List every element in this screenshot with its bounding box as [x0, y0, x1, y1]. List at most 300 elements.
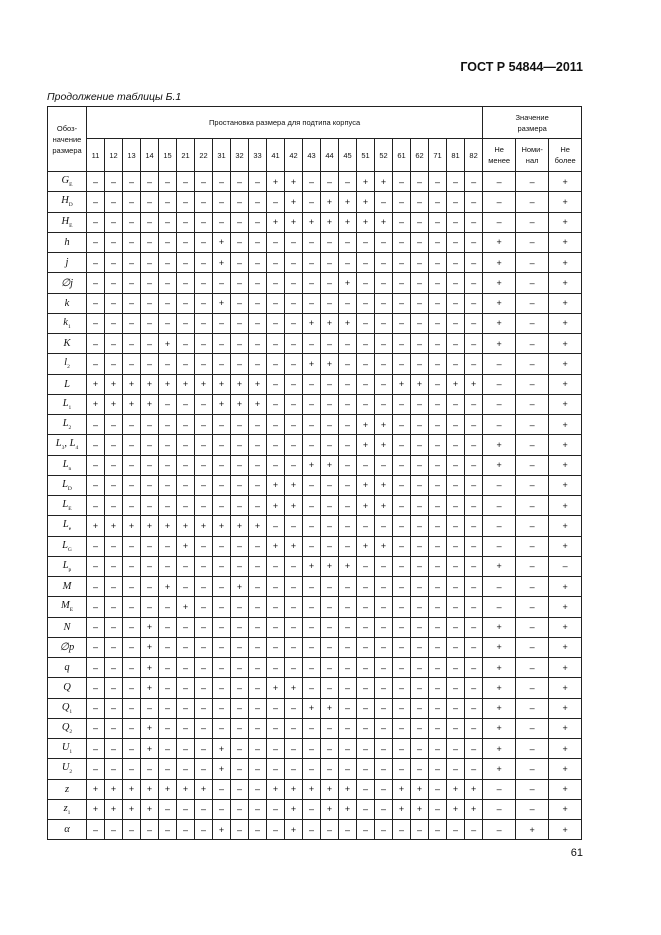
table-cell: + [483, 739, 516, 759]
table-cell: – [447, 678, 465, 698]
table-row [48, 313, 582, 333]
table-cell: – [123, 658, 141, 678]
table-cell: – [141, 556, 159, 576]
table-cell: – [375, 739, 393, 759]
table-cell: – [393, 617, 411, 637]
dimension-symbol: $Q_1$ [48, 698, 87, 718]
table-cell: – [339, 658, 357, 678]
table-cell: – [249, 334, 267, 354]
table-cell: + [357, 475, 375, 495]
table-cell: – [141, 759, 159, 779]
table-cell: – [249, 273, 267, 293]
table-row [48, 475, 582, 495]
table-cell: – [177, 192, 195, 212]
table-cell: + [483, 455, 516, 475]
table-cell: – [177, 334, 195, 354]
table-cell: – [249, 232, 267, 252]
table-cell: – [357, 374, 375, 394]
table-cell: – [177, 313, 195, 333]
table-cell: – [303, 678, 321, 698]
table-cell: – [375, 577, 393, 597]
table-cell: – [375, 253, 393, 273]
table-cell: – [177, 273, 195, 293]
table-row [48, 779, 582, 799]
table-cell: – [303, 253, 321, 273]
table-cell: – [159, 313, 177, 333]
table-cell: + [321, 556, 339, 576]
table-cell: – [483, 577, 516, 597]
table-cell: – [105, 232, 123, 252]
value-subheader: Номи- нал [516, 139, 549, 172]
table-cell: – [267, 718, 285, 738]
table-cell: – [231, 698, 249, 718]
table-cell: – [447, 354, 465, 374]
subtype-header: 14 [141, 139, 159, 172]
table-cell: – [105, 739, 123, 759]
table-cell: – [249, 415, 267, 435]
table-cell: – [267, 516, 285, 536]
table-cell: – [249, 354, 267, 374]
table-cell: – [447, 253, 465, 273]
table-cell: – [303, 475, 321, 495]
table-cell: – [393, 435, 411, 455]
table-cell: – [447, 597, 465, 617]
table-caption: Продолжение таблицы Б.1 [47, 91, 182, 103]
table-cell: + [483, 678, 516, 698]
table-cell: – [339, 334, 357, 354]
table-cell: – [87, 212, 105, 232]
table-cell: – [105, 273, 123, 293]
table-cell: – [159, 637, 177, 657]
table-cell: – [105, 597, 123, 617]
table-cell: – [411, 212, 429, 232]
table-cell: + [285, 496, 303, 516]
table-cell: – [411, 293, 429, 313]
table-cell: – [285, 718, 303, 738]
table-cell: – [195, 415, 213, 435]
table-cell: – [231, 637, 249, 657]
table-cell: – [465, 658, 483, 678]
table-cell: + [549, 354, 582, 374]
dimension-symbol: $H_E$ [48, 212, 87, 232]
table-cell: – [411, 354, 429, 374]
table-cell: – [195, 658, 213, 678]
table-cell: – [429, 799, 447, 819]
table-cell: + [249, 374, 267, 394]
table-cell: – [195, 577, 213, 597]
table-cell: – [249, 779, 267, 799]
table-cell: – [285, 435, 303, 455]
table-cell: – [339, 637, 357, 657]
table-cell: – [339, 455, 357, 475]
table-cell: – [411, 739, 429, 759]
table-cell: – [123, 597, 141, 617]
table-cell: – [105, 617, 123, 637]
table-cell: – [285, 455, 303, 475]
table-cell: + [549, 192, 582, 212]
table-cell: – [375, 334, 393, 354]
table-subheader-row [48, 139, 582, 172]
table-cell: – [393, 556, 411, 576]
table-cell: – [303, 536, 321, 556]
table-cell: – [267, 273, 285, 293]
table-cell: – [357, 577, 375, 597]
table-cell: – [447, 556, 465, 576]
table-cell: + [267, 779, 285, 799]
table-cell: – [267, 759, 285, 779]
dimension-symbol: $L_e$ [48, 516, 87, 536]
table-cell: – [393, 415, 411, 435]
table-row [48, 415, 582, 435]
table-cell: + [393, 779, 411, 799]
table-cell: – [267, 415, 285, 435]
table-cell: – [339, 759, 357, 779]
table-cell: – [429, 475, 447, 495]
subtype-header: 81 [447, 139, 465, 172]
table-cell: – [195, 536, 213, 556]
table-cell: + [549, 475, 582, 495]
table-cell: – [375, 516, 393, 536]
subtype-header: 61 [393, 139, 411, 172]
table-cell: – [516, 273, 549, 293]
table-cell: – [267, 334, 285, 354]
value-column-header: Значение размера [483, 107, 582, 139]
table-cell: – [141, 577, 159, 597]
table-cell: – [339, 820, 357, 840]
table-cell: + [339, 212, 357, 232]
table-cell: + [285, 779, 303, 799]
table-cell: + [303, 212, 321, 232]
table-cell: – [321, 637, 339, 657]
dimension-symbol: $L_n$ [48, 455, 87, 475]
table-cell: – [393, 455, 411, 475]
table-cell: – [516, 334, 549, 354]
table-cell: – [375, 637, 393, 657]
table-cell: + [141, 516, 159, 536]
table-cell: – [483, 394, 516, 414]
table-cell: – [177, 556, 195, 576]
table-cell: + [213, 394, 231, 414]
table-cell: + [483, 698, 516, 718]
table-cell: – [231, 313, 249, 333]
table-cell: – [123, 475, 141, 495]
table-cell: – [213, 455, 231, 475]
table-cell: + [483, 718, 516, 738]
table-cell: – [321, 820, 339, 840]
table-cell: – [249, 597, 267, 617]
table-cell: – [87, 577, 105, 597]
table-cell: + [357, 192, 375, 212]
table-cell: + [267, 172, 285, 192]
table-cell: – [195, 354, 213, 374]
table-cell: – [357, 617, 375, 637]
table-row [48, 820, 582, 840]
table-cell: – [429, 496, 447, 516]
table-cell: + [549, 172, 582, 192]
table-cell: – [123, 536, 141, 556]
table-cell: – [429, 374, 447, 394]
table-cell: – [393, 678, 411, 698]
table-cell: + [393, 799, 411, 819]
table-cell: – [393, 597, 411, 617]
table-cell: – [123, 334, 141, 354]
table-cell: + [375, 415, 393, 435]
table-cell: – [411, 678, 429, 698]
subtype-header: 12 [105, 139, 123, 172]
table-cell: – [339, 435, 357, 455]
table-cell: – [465, 617, 483, 637]
table-row [48, 192, 582, 212]
table-cell: – [231, 617, 249, 637]
table-cell: – [105, 698, 123, 718]
table-cell: – [516, 374, 549, 394]
table-cell: – [231, 253, 249, 273]
table-cell: – [465, 273, 483, 293]
table-cell: – [447, 718, 465, 738]
table-cell: – [123, 739, 141, 759]
table-cell: – [429, 718, 447, 738]
table-cell: – [213, 475, 231, 495]
table-row [48, 212, 582, 232]
table-cell: – [447, 212, 465, 232]
table-cell: + [549, 415, 582, 435]
table-cell: – [321, 496, 339, 516]
table-cell: – [429, 212, 447, 232]
dimension-symbol: $H_D$ [48, 192, 87, 212]
table-cell: – [303, 718, 321, 738]
table-cell: – [321, 658, 339, 678]
table-cell: – [429, 455, 447, 475]
table-cell: – [447, 496, 465, 516]
table-cell: + [339, 556, 357, 576]
table-cell: – [357, 455, 375, 475]
table-cell: – [285, 293, 303, 313]
table-cell: – [339, 617, 357, 637]
table-cell: – [411, 313, 429, 333]
table-cell: – [231, 415, 249, 435]
table-cell: – [105, 212, 123, 232]
table-cell: – [411, 597, 429, 617]
table-cell: – [429, 739, 447, 759]
table-cell: + [285, 475, 303, 495]
table-cell: – [231, 718, 249, 738]
table-cell: – [357, 799, 375, 819]
table-cell: – [516, 658, 549, 678]
table-cell: – [321, 739, 339, 759]
table-cell: – [357, 759, 375, 779]
table-cell: – [231, 678, 249, 698]
table-cell: + [159, 334, 177, 354]
table-cell: – [87, 172, 105, 192]
table-cell: – [483, 374, 516, 394]
table-cell: – [141, 698, 159, 718]
table-cell: – [447, 172, 465, 192]
table-cell: – [483, 496, 516, 516]
dimension-symbol: $L_2$ [48, 415, 87, 435]
table-cell: – [303, 617, 321, 637]
table-cell: – [447, 192, 465, 212]
table-cell: + [159, 577, 177, 597]
table-cell: + [549, 273, 582, 293]
table-cell: + [321, 354, 339, 374]
table-cell: + [549, 799, 582, 819]
table-cell: – [177, 820, 195, 840]
table-cell: – [87, 475, 105, 495]
table-cell: – [105, 455, 123, 475]
table-cell: – [249, 658, 267, 678]
table-cell: – [411, 475, 429, 495]
table-cell: + [303, 354, 321, 374]
table-cell: – [303, 597, 321, 617]
table-cell: – [516, 212, 549, 232]
table-cell: – [447, 739, 465, 759]
table-cell: – [411, 759, 429, 779]
table-cell: – [465, 172, 483, 192]
table-cell: – [87, 313, 105, 333]
table-cell: – [303, 820, 321, 840]
table-cell: – [516, 192, 549, 212]
table-cell: – [375, 273, 393, 293]
table-cell: – [159, 293, 177, 313]
dimension-symbol: K [48, 334, 87, 354]
table-cell: – [249, 253, 267, 273]
table-cell: – [375, 394, 393, 414]
table-cell: – [195, 394, 213, 414]
table-cell: – [177, 678, 195, 698]
table-cell: – [177, 698, 195, 718]
table-cell: – [231, 192, 249, 212]
table-cell: – [141, 232, 159, 252]
table-cell: – [483, 820, 516, 840]
table-cell: – [141, 192, 159, 212]
table-cell: – [177, 739, 195, 759]
table-cell: – [375, 779, 393, 799]
table-cell: – [321, 617, 339, 637]
table-cell: – [267, 698, 285, 718]
table-cell: – [411, 253, 429, 273]
table-cell: + [249, 516, 267, 536]
table-cell: – [483, 779, 516, 799]
table-cell: + [357, 435, 375, 455]
table-cell: + [141, 739, 159, 759]
table-cell: – [123, 253, 141, 273]
dimension-symbol: $L_1$ [48, 394, 87, 414]
table-cell: – [393, 475, 411, 495]
table-cell: – [195, 273, 213, 293]
table-cell: – [339, 172, 357, 192]
table-cell: – [87, 658, 105, 678]
table-cell: + [231, 516, 249, 536]
table-cell: – [285, 232, 303, 252]
table-cell: – [105, 313, 123, 333]
table-cell: – [303, 759, 321, 779]
table-cell: – [357, 637, 375, 657]
table-cell: + [321, 212, 339, 232]
table-row [48, 718, 582, 738]
table-cell: – [429, 313, 447, 333]
table-cell: + [483, 232, 516, 252]
table-cell: – [393, 192, 411, 212]
table-cell: – [429, 516, 447, 536]
table-cell: – [105, 556, 123, 576]
table-cell: – [465, 253, 483, 273]
table-cell: – [213, 698, 231, 718]
table-cell: – [159, 496, 177, 516]
table-cell: + [549, 253, 582, 273]
table-cell: – [411, 394, 429, 414]
table-cell: – [303, 374, 321, 394]
table-cell: – [339, 394, 357, 414]
table-cell: – [447, 617, 465, 637]
table-cell: + [483, 334, 516, 354]
table-cell: – [429, 293, 447, 313]
table-cell: – [447, 435, 465, 455]
table-cell: – [321, 718, 339, 738]
table-cell: – [249, 435, 267, 455]
table-cell: – [357, 779, 375, 799]
table-cell: – [249, 172, 267, 192]
table-cell: – [285, 739, 303, 759]
table-cell: – [321, 536, 339, 556]
table-cell: – [195, 172, 213, 192]
table-cell: – [516, 718, 549, 738]
table-cell: – [159, 475, 177, 495]
table-cell: + [321, 779, 339, 799]
table-cell: – [465, 334, 483, 354]
table-cell: – [105, 658, 123, 678]
table-cell: – [195, 313, 213, 333]
table-cell: – [105, 759, 123, 779]
table-cell: – [465, 435, 483, 455]
table-cell: – [339, 496, 357, 516]
table-cell: – [213, 617, 231, 637]
dimension-symbol: $L_E$ [48, 496, 87, 516]
dimension-symbol: q [48, 658, 87, 678]
table-cell: – [159, 212, 177, 232]
table-cell: – [411, 435, 429, 455]
subtype-header: 31 [213, 139, 231, 172]
table-row [48, 597, 582, 617]
table-cell: – [429, 637, 447, 657]
table-cell: – [249, 799, 267, 819]
table-cell: + [321, 799, 339, 819]
table-cell: + [105, 779, 123, 799]
table-cell: + [549, 779, 582, 799]
table-cell: – [516, 597, 549, 617]
table-cell: – [231, 597, 249, 617]
table-cell: – [285, 253, 303, 273]
table-cell: + [549, 637, 582, 657]
subtype-header: 22 [195, 139, 213, 172]
table-cell: – [267, 597, 285, 617]
table-cell: – [357, 273, 375, 293]
table-cell: – [105, 172, 123, 192]
table-row [48, 172, 582, 192]
table-cell: – [177, 253, 195, 273]
table-cell: – [231, 820, 249, 840]
table-cell: – [231, 739, 249, 759]
table-cell: – [267, 637, 285, 657]
table-cell: – [87, 617, 105, 637]
subtype-header: 21 [177, 139, 195, 172]
table-cell: – [516, 475, 549, 495]
table-cell: – [231, 759, 249, 779]
table-cell: – [267, 658, 285, 678]
table-cell: – [516, 759, 549, 779]
table-cell: – [213, 313, 231, 333]
subtype-header: 44 [321, 139, 339, 172]
table-cell: – [267, 799, 285, 819]
